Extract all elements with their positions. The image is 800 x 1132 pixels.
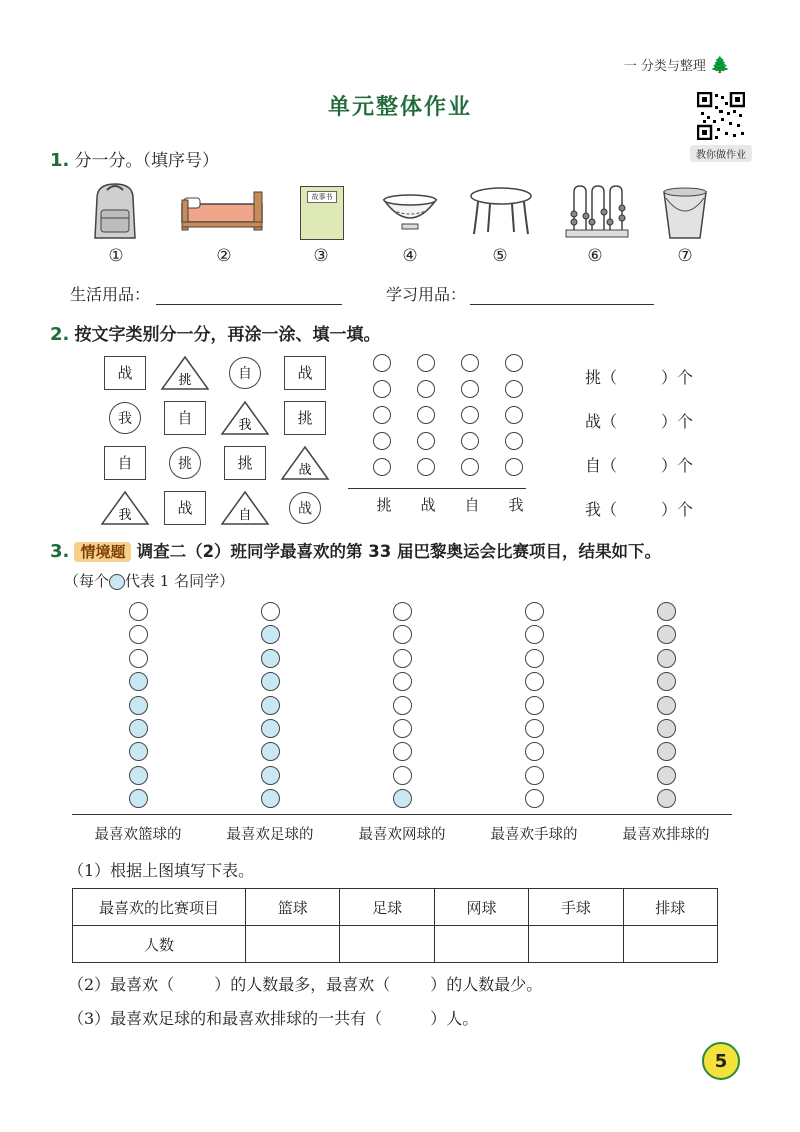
pictograph-circle <box>525 696 544 715</box>
pictograph-circle <box>393 766 412 785</box>
chart-label: 自 <box>464 496 480 514</box>
table-icon <box>468 186 534 238</box>
chart-label: 战 <box>420 496 436 514</box>
q1-number: 1. <box>50 150 70 171</box>
answer-cell[interactable] <box>529 926 623 963</box>
pictograph-circle <box>129 649 148 668</box>
shape-grid <box>95 350 335 530</box>
page-number: 5 <box>702 1042 740 1080</box>
square-shape: 自 <box>164 401 206 435</box>
q2-circle-chart <box>360 354 530 484</box>
table-row-label: 人数 <box>73 926 246 963</box>
pictograph-column <box>362 602 442 808</box>
coloring-circle[interactable] <box>461 432 479 450</box>
coloring-circle[interactable] <box>461 380 479 398</box>
square-shape: 战 <box>284 356 326 390</box>
pictograph-circle <box>129 696 148 715</box>
item-number: ⑥ <box>587 246 603 266</box>
pictograph-circle <box>657 719 676 738</box>
pictograph-circle <box>525 649 544 668</box>
item-number: ③ <box>313 246 329 266</box>
circle-shape: 自 <box>229 357 261 389</box>
pictograph-circle <box>657 696 676 715</box>
q3-pictograph <box>72 602 732 814</box>
pictograph-circle <box>129 602 148 621</box>
coloring-circle[interactable] <box>505 354 523 372</box>
q2-text: 按文字类别分一分，再涂一涂、填一填。 <box>74 325 381 345</box>
pictograph-circle <box>657 672 676 691</box>
q3-labels <box>72 823 732 844</box>
pictograph-circle <box>261 719 280 738</box>
pictograph-circle <box>393 789 412 808</box>
square-shape: 挑 <box>224 446 266 480</box>
coloring-circle[interactable] <box>373 354 391 372</box>
coloring-circle[interactable] <box>505 458 523 476</box>
pictograph-column <box>626 602 706 808</box>
pictograph-circle <box>261 789 280 808</box>
coloring-circle[interactable] <box>417 458 435 476</box>
q3-number: 3. <box>50 541 70 562</box>
pictograph-circle <box>129 625 148 644</box>
unit-header <box>624 55 730 74</box>
bed-icon <box>180 188 266 234</box>
unit-header-text: 一 分类与整理 <box>623 59 706 74</box>
q2-number: 2. <box>50 324 70 345</box>
pictograph-circle <box>261 766 280 785</box>
pictograph-circle <box>393 719 412 738</box>
chart-label: 挑 <box>376 496 392 514</box>
coloring-circle[interactable] <box>505 380 523 398</box>
storybook-icon <box>300 186 344 240</box>
q2-heading <box>50 320 380 345</box>
q3-sub2: （2）最喜欢（ ）的人数最多，最喜欢（ ）的人数最少。 <box>68 975 543 994</box>
pictograph-column <box>494 602 574 808</box>
coloring-circle[interactable] <box>461 354 479 372</box>
answer-cell[interactable] <box>340 926 434 963</box>
pictograph-circle <box>393 696 412 715</box>
answer-cell[interactable] <box>623 926 717 963</box>
pictograph-circle <box>261 649 280 668</box>
triangle-shape <box>280 445 330 481</box>
pictograph-label: 最喜欢篮球的 <box>94 827 182 843</box>
square-shape: 战 <box>104 356 146 390</box>
svg-text:我: 我 <box>238 417 252 433</box>
pictograph-circle <box>657 766 676 785</box>
table-header-cell: 网球 <box>434 889 528 926</box>
pictograph-circle <box>393 742 412 761</box>
triangle-shape <box>160 355 210 391</box>
chart-label: 我 <box>508 496 524 514</box>
q2-answers <box>585 356 693 532</box>
pictograph-circle <box>261 696 280 715</box>
backpack-icon <box>85 180 145 242</box>
item-number: ⑤ <box>492 246 508 266</box>
pictograph-circle <box>261 602 280 621</box>
square-shape: 挑 <box>284 401 326 435</box>
pictograph-circle <box>657 625 676 644</box>
pictograph-label: 最喜欢手球的 <box>490 827 578 843</box>
item-number: ④ <box>402 246 418 266</box>
study-label: 学习用品： <box>386 285 467 304</box>
life-label: 生活用品： <box>70 285 151 304</box>
q3-sub3: （3）最喜欢足球的和最喜欢排球的一共有（ ）人。 <box>68 1009 479 1028</box>
coloring-circle[interactable] <box>373 432 391 450</box>
square-shape: 自 <box>104 446 146 480</box>
svg-text:自: 自 <box>238 507 252 523</box>
q2-chart-baseline <box>348 488 526 489</box>
circle-shape: 战 <box>289 492 321 524</box>
pictograph-circle <box>129 719 148 738</box>
coloring-circle[interactable] <box>505 432 523 450</box>
pictograph-column <box>98 602 178 808</box>
table-row <box>73 926 718 963</box>
pictograph-circle <box>657 742 676 761</box>
item-number: ② <box>216 246 232 266</box>
triangle-shape <box>220 400 270 436</box>
table-header-cell: 足球 <box>340 889 434 926</box>
coloring-circle[interactable] <box>417 380 435 398</box>
pictograph-circle <box>393 672 412 691</box>
item-number: ⑦ <box>677 246 693 266</box>
q3-table <box>72 888 718 963</box>
coloring-circle[interactable] <box>417 406 435 424</box>
pictograph-circle <box>657 789 676 808</box>
pictograph-circle <box>657 649 676 668</box>
life-answer-field[interactable] <box>156 284 342 305</box>
pictograph-circle <box>393 649 412 668</box>
svg-text:挑: 挑 <box>178 372 192 388</box>
q3-sub1: （1）根据上图填写下表。 <box>68 861 255 880</box>
page-title: 单元整体作业 <box>327 95 472 120</box>
pictograph-circle <box>393 602 412 621</box>
pictograph-circle <box>261 672 280 691</box>
circle-shape: 挑 <box>169 447 201 479</box>
pictograph-circle <box>525 766 544 785</box>
q1-heading <box>50 146 219 171</box>
svg-text:我: 我 <box>118 507 132 523</box>
q3-note: （每个 代表 1 名同学） <box>64 572 235 590</box>
tree-icon: 🌲 <box>710 55 730 74</box>
pictograph-label: 最喜欢足球的 <box>226 827 314 843</box>
qr-code-icon[interactable] <box>697 92 745 140</box>
answer-cell[interactable] <box>434 926 528 963</box>
pictograph-column <box>230 602 310 808</box>
answer-row[interactable]: 战（ ）个 <box>585 412 694 431</box>
table-header-cell: 排球 <box>623 889 717 926</box>
circle-legend-icon <box>109 574 125 590</box>
storybook-title: 故事书 <box>307 191 337 203</box>
pictograph-circle <box>525 672 544 691</box>
table-header-cell: 最喜欢的比赛项目 <box>73 889 246 926</box>
abacus-icon <box>562 184 632 240</box>
pictograph-circle <box>261 742 280 761</box>
pictograph-circle <box>657 602 676 621</box>
answer-row[interactable]: 自（ ）个 <box>585 456 694 475</box>
svg-text:战: 战 <box>298 462 312 478</box>
q3-text: 调查二（2）班同学最喜欢的第 33 届巴黎奥运会比赛项目，结果如下。 <box>136 542 662 561</box>
pictograph-circle <box>129 789 148 808</box>
bowl-icon <box>380 192 440 232</box>
coloring-circle[interactable] <box>373 380 391 398</box>
pictograph-circle <box>261 625 280 644</box>
coloring-circle[interactable] <box>417 432 435 450</box>
coloring-circle[interactable] <box>505 406 523 424</box>
pictograph-circle <box>525 719 544 738</box>
bucket-icon <box>660 184 710 240</box>
table-header-cell: 篮球 <box>246 889 340 926</box>
item-number: ① <box>108 246 124 266</box>
pictograph-circle <box>525 742 544 761</box>
scenario-tag: 情境题 <box>74 542 131 562</box>
pictograph-circle <box>129 672 148 691</box>
table-header-row <box>73 889 718 926</box>
q3-baseline <box>72 814 732 815</box>
answer-row[interactable]: 挑（ ）个 <box>585 368 694 387</box>
pictograph-circle <box>393 625 412 644</box>
pictograph-circle <box>129 766 148 785</box>
coloring-circle[interactable] <box>373 406 391 424</box>
pictograph-label: 最喜欢网球的 <box>358 827 446 843</box>
qr-label: 教你做作业 <box>690 145 752 162</box>
pictograph-circle <box>129 742 148 761</box>
q3-heading <box>50 538 661 562</box>
study-answer-field[interactable] <box>470 284 654 305</box>
q2-chart-labels <box>362 494 538 515</box>
answer-row[interactable]: 我（ ）个 <box>585 500 694 519</box>
circle-shape: 我 <box>109 402 141 434</box>
coloring-circle[interactable] <box>461 458 479 476</box>
q1-text: 分一分。（填序号） <box>74 151 219 171</box>
pictograph-circle <box>525 789 544 808</box>
coloring-circle[interactable] <box>417 354 435 372</box>
square-shape: 战 <box>164 491 206 525</box>
triangle-shape <box>220 490 270 526</box>
table-header-cell: 手球 <box>529 889 623 926</box>
coloring-circle[interactable] <box>461 406 479 424</box>
coloring-circle[interactable] <box>373 458 391 476</box>
pictograph-circle <box>525 625 544 644</box>
answer-cell[interactable] <box>246 926 340 963</box>
pictograph-circle <box>525 602 544 621</box>
pictograph-label: 最喜欢排球的 <box>622 827 710 843</box>
triangle-shape <box>100 490 150 526</box>
